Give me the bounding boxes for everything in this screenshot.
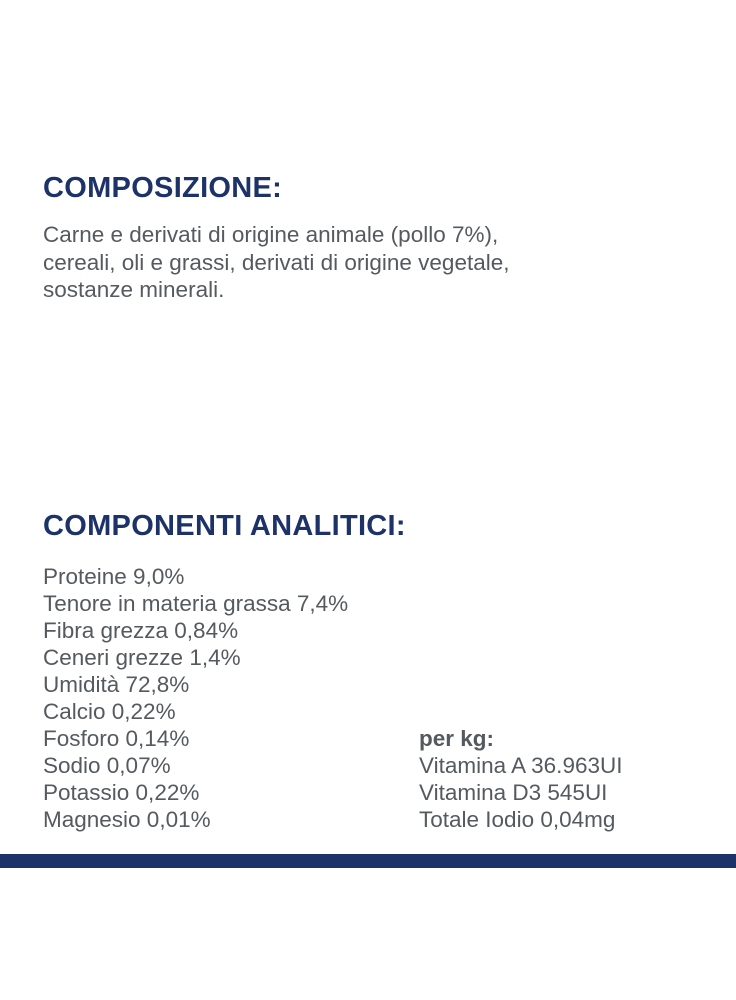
- list-item: Magnesio 0,01%: [43, 807, 211, 832]
- composition-line: Carne e derivati di origine animale (pollo 7%),: [43, 222, 499, 247]
- analytic-components-list: [43, 563, 348, 833]
- list-item: Vitamina A 36.963UI: [419, 753, 623, 778]
- list-item: Sodio 0,07%: [43, 753, 171, 778]
- list-item: Umidità 72,8%: [43, 672, 190, 697]
- list-item: Proteine 9,0%: [43, 564, 185, 589]
- composition-line: cereali, oli e grassi, derivati di origine vegetale,: [43, 249, 510, 275]
- list-item: Fosforo 0,14%: [43, 726, 190, 751]
- list-item: Potassio 0,22%: [43, 780, 200, 805]
- list-item: Vitamina D3 545UI: [419, 780, 608, 805]
- list-item: Calcio 0,22%: [43, 699, 176, 724]
- composition-line: sostanze minerali.: [43, 277, 225, 302]
- per-kg-list: [419, 752, 622, 833]
- composition-text: [43, 221, 693, 304]
- analytic-components-title: COMPONENTI ANALITICI:: [43, 510, 406, 542]
- list-item: Totale Iodio 0,04mg: [419, 807, 616, 832]
- bottom-divider-bar: [0, 854, 736, 868]
- per-kg-heading: per kg:: [419, 726, 495, 751]
- list-item: Tenore in materia grassa 7,4%: [43, 591, 349, 616]
- list-item: Fibra grezza 0,84%: [43, 618, 239, 643]
- list-item: Ceneri grezze 1,4%: [43, 645, 241, 670]
- composition-title: COMPOSIZIONE:: [43, 172, 283, 204]
